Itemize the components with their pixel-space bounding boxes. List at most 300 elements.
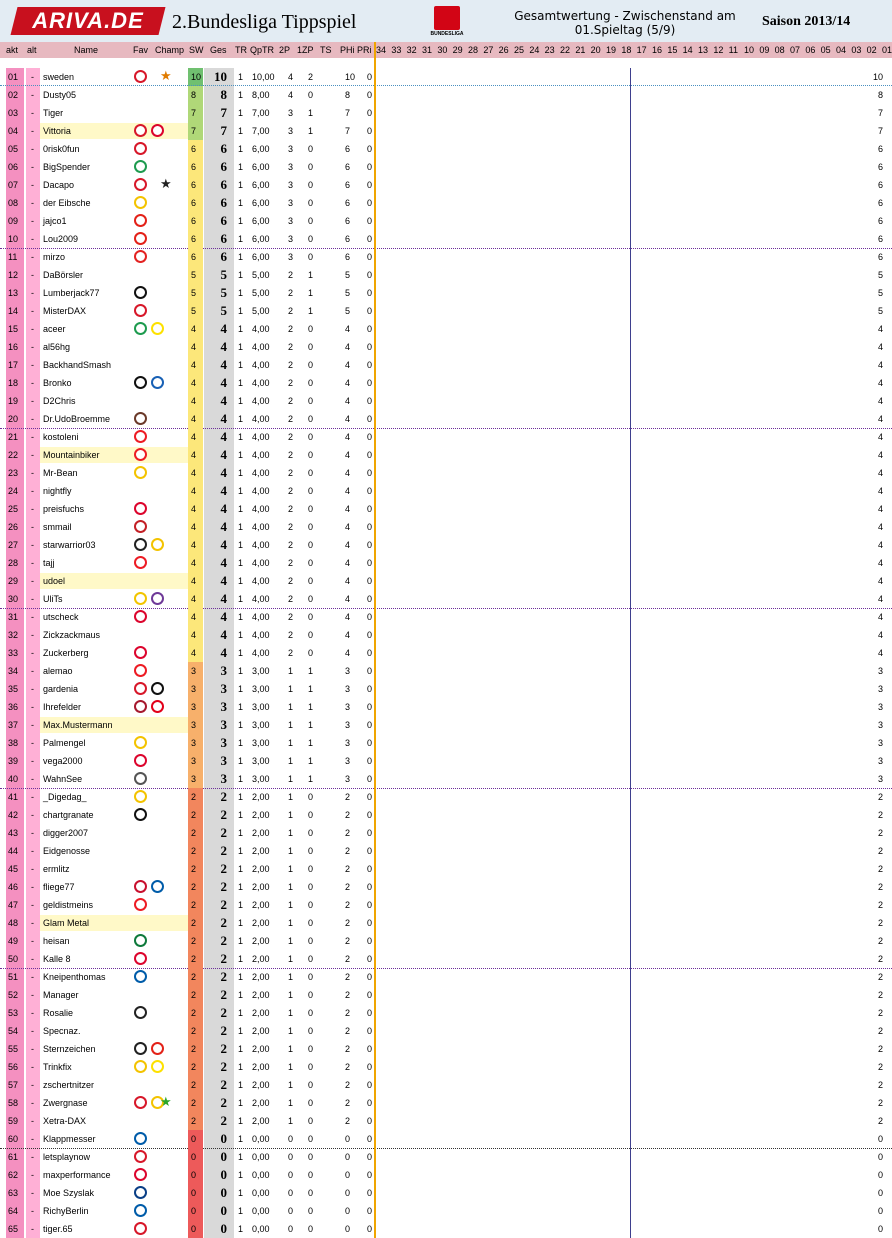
one-zp-value: 0	[308, 360, 314, 370]
player-name[interactable]: gardenia	[43, 684, 79, 694]
player-name[interactable]: geldistmeins	[43, 900, 94, 910]
table-row[interactable]	[0, 788, 892, 806]
col-alt[interactable]: alt	[27, 45, 37, 55]
player-name[interactable]: udoel	[43, 576, 66, 586]
qptr-value: 0,00	[252, 1134, 270, 1144]
col-round-07[interactable]: 07	[790, 45, 801, 55]
dynamo-club-icon	[134, 1060, 147, 1073]
player-name[interactable]: BigSpender	[43, 162, 91, 172]
table-row[interactable]	[0, 698, 892, 716]
table-row[interactable]	[0, 410, 892, 428]
col-round-20[interactable]: 20	[590, 45, 601, 55]
player-name[interactable]: tajj	[43, 558, 55, 568]
col-round-23[interactable]: 23	[544, 45, 555, 55]
player-name[interactable]: Tiger	[43, 108, 64, 118]
rank-cell: 31	[8, 612, 19, 622]
table-row[interactable]	[0, 752, 892, 770]
tr-value: 1	[238, 522, 244, 532]
table-row[interactable]	[0, 590, 892, 608]
one-zp-value: 0	[308, 648, 314, 658]
col-round-14[interactable]: 14	[682, 45, 693, 55]
col-ts[interactable]: TS	[320, 45, 332, 55]
vfb-club-icon	[134, 214, 147, 227]
player-name[interactable]: starwarrior03	[43, 540, 96, 550]
col-round-30[interactable]: 30	[437, 45, 448, 55]
qptr-value: 2,00	[252, 990, 270, 1000]
hertha-club-icon	[151, 880, 164, 893]
table-row[interactable]	[0, 392, 892, 410]
col-round-25[interactable]: 25	[514, 45, 525, 55]
rank-cell: 47	[8, 900, 19, 910]
table-row[interactable]	[0, 1112, 892, 1130]
phi-value: 4	[345, 468, 351, 478]
table-row[interactable]	[0, 140, 892, 158]
col-round-22[interactable]: 22	[560, 45, 571, 55]
qptr-value: 2,00	[252, 1116, 270, 1126]
player-name[interactable]: Xetra-DAX	[43, 1116, 87, 1126]
red-club-icon	[134, 142, 147, 155]
table-row[interactable]	[0, 284, 892, 302]
col-round-16[interactable]: 16	[652, 45, 663, 55]
pri-value: 0	[367, 1098, 373, 1108]
table-row[interactable]	[0, 212, 892, 230]
round-01-value: 0	[877, 1134, 883, 1144]
col-ges[interactable]: Ges	[210, 45, 227, 55]
table-row[interactable]	[0, 1040, 892, 1058]
col-round-02[interactable]: 02	[866, 45, 877, 55]
col-1zp[interactable]: 1ZP	[297, 45, 314, 55]
table-row[interactable]	[0, 644, 892, 662]
sw-value: 0	[191, 1134, 197, 1144]
player-name[interactable]: mirzo	[43, 252, 65, 262]
player-name[interactable]: kostoleni	[43, 432, 79, 442]
col-round-03[interactable]: 03	[851, 45, 862, 55]
col-2p[interactable]: 2P	[279, 45, 291, 55]
player-name[interactable]: Moe Szyslak	[43, 1188, 95, 1198]
two-points-value: 0	[288, 1134, 294, 1144]
sw-value: 6	[191, 198, 197, 208]
tr-value: 1	[238, 792, 244, 802]
player-name[interactable]: ermlitz	[43, 864, 70, 874]
table-row[interactable]	[0, 986, 892, 1004]
col-round-11[interactable]: 11	[728, 45, 738, 55]
sw-value: 2	[191, 1026, 197, 1036]
player-name[interactable]: Bronko	[43, 378, 72, 388]
player-name[interactable]: RichyBerlin	[43, 1206, 89, 1216]
one-zp-value: 0	[308, 180, 314, 190]
one-zp-value: 0	[308, 1080, 314, 1090]
table-row[interactable]	[0, 680, 892, 698]
player-name[interactable]: fliege77	[43, 882, 75, 892]
player-name[interactable]: Rosalie	[43, 1008, 74, 1018]
player-name[interactable]: Mountainbiker	[43, 450, 100, 460]
table-row[interactable]	[0, 464, 892, 482]
hannover-club-icon	[134, 700, 147, 713]
tr-value: 1	[238, 666, 244, 676]
player-name[interactable]: letsplaynow	[43, 1152, 91, 1162]
table-row[interactable]	[0, 1004, 892, 1022]
pri-value: 0	[367, 432, 373, 442]
two-points-value: 1	[288, 882, 294, 892]
pri-value: 0	[367, 1116, 373, 1126]
table-row[interactable]	[0, 1220, 892, 1238]
player-name[interactable]: Dr.UdoBroemme	[43, 414, 111, 424]
tr-value: 1	[238, 1152, 244, 1162]
prev-rank-cell: -	[31, 684, 34, 694]
col-round-15[interactable]: 15	[667, 45, 678, 55]
player-name[interactable]: UliTs	[43, 594, 63, 604]
col-round-01[interactable]: 01	[882, 45, 892, 55]
col-round-28[interactable]: 28	[468, 45, 479, 55]
bundesliga-logo-text: BUNDESLIGA	[430, 31, 464, 37]
table-row[interactable]	[0, 1094, 892, 1112]
player-name[interactable]: Ihrefelder	[43, 702, 82, 712]
phi-value: 4	[345, 576, 351, 586]
col-round-04[interactable]: 04	[836, 45, 847, 55]
total-points: 4	[220, 483, 227, 498]
player-name[interactable]: der Eibsche	[43, 198, 91, 208]
tr-value: 1	[238, 702, 244, 712]
col-round-19[interactable]: 19	[606, 45, 617, 55]
table-row[interactable]	[0, 230, 892, 248]
dynamo-club-icon	[134, 466, 147, 479]
sw-value: 4	[191, 342, 197, 352]
rank-cell: 41	[8, 792, 19, 802]
qptr-value: 6,00	[252, 180, 270, 190]
table-row[interactable]	[0, 1166, 892, 1184]
player-name[interactable]: Kalle 8	[43, 954, 71, 964]
round-01-value: 6	[877, 198, 883, 208]
table-row[interactable]	[0, 356, 892, 374]
table-row[interactable]	[0, 842, 892, 860]
table-row[interactable]	[0, 104, 892, 122]
player-name[interactable]: heisan	[43, 936, 70, 946]
qptr-value: 3,00	[252, 684, 270, 694]
round-01-value: 2	[877, 1116, 883, 1126]
player-name[interactable]: D2Chris	[43, 396, 76, 406]
col-round-29[interactable]: 29	[452, 45, 463, 55]
sw-value: 4	[191, 450, 197, 460]
table-row[interactable]	[0, 1130, 892, 1148]
rank-cell: 25	[8, 504, 19, 514]
prev-rank-cell: -	[31, 72, 34, 82]
player-name[interactable]: Klappmesser	[43, 1134, 96, 1144]
col-round-24[interactable]: 24	[529, 45, 540, 55]
table-row[interactable]	[0, 158, 892, 176]
table-row[interactable]	[0, 1202, 892, 1220]
player-name[interactable]: aceer	[43, 324, 66, 334]
player-name[interactable]: maxperformance	[43, 1170, 111, 1180]
table-row[interactable]	[0, 518, 892, 536]
col-round-34[interactable]: 34	[376, 45, 387, 55]
qptr-value: 2,00	[252, 936, 270, 946]
sw-value: 3	[191, 738, 197, 748]
player-name[interactable]: Specnaz.	[43, 1026, 81, 1036]
table-row[interactable]	[0, 374, 892, 392]
player-name[interactable]: WahnSee	[43, 774, 83, 784]
table-row[interactable]	[0, 536, 892, 554]
one-zp-value: 0	[308, 396, 314, 406]
player-name[interactable]: Trinkfix	[43, 1062, 72, 1072]
rank-cell: 65	[8, 1224, 19, 1234]
one-zp-value: 0	[308, 324, 314, 334]
col-round-32[interactable]: 32	[406, 45, 417, 55]
player-name[interactable]: Sternzeichen	[43, 1044, 96, 1054]
player-name[interactable]: Dacapo	[43, 180, 75, 190]
prev-rank-cell: -	[31, 972, 34, 982]
table-row[interactable]	[0, 194, 892, 212]
two-points-value: 2	[288, 378, 294, 388]
col-akt[interactable]: akt	[6, 45, 19, 55]
prev-rank-cell: -	[31, 810, 34, 820]
phi-value: 3	[345, 738, 351, 748]
player-name[interactable]: vega2000	[43, 756, 83, 766]
table-row[interactable]	[0, 554, 892, 572]
player-name[interactable]: Dusty05	[43, 90, 77, 100]
one-zp-value: 0	[308, 612, 314, 622]
player-name[interactable]: sweden	[43, 72, 75, 82]
pri-value: 0	[367, 288, 373, 298]
col-name[interactable]: Name	[74, 45, 99, 55]
player-name[interactable]: Vittoria	[43, 126, 71, 136]
col-round-08[interactable]: 08	[774, 45, 785, 55]
table-row[interactable]	[0, 1058, 892, 1076]
total-points: 6	[220, 159, 227, 174]
col-round-10[interactable]: 10	[744, 45, 755, 55]
one-zp-value: 1	[308, 288, 314, 298]
table-row[interactable]	[0, 1076, 892, 1094]
pri-value: 0	[367, 540, 373, 550]
round-01-value: 4	[877, 396, 883, 406]
col-phi[interactable]: PHi	[340, 45, 355, 55]
player-name[interactable]: Mr-Bean	[43, 468, 78, 478]
pri-value: 0	[367, 486, 373, 496]
prev-rank-cell: -	[31, 1170, 34, 1180]
sw-value: 3	[191, 756, 197, 766]
pri-value: 0	[367, 648, 373, 658]
table-row[interactable]	[0, 320, 892, 338]
player-name[interactable]: Eidgenosse	[43, 846, 91, 856]
pri-value: 0	[367, 324, 373, 334]
table-row[interactable]	[0, 968, 892, 986]
table-row[interactable]	[0, 248, 892, 266]
player-name[interactable]: al56hg	[43, 342, 71, 352]
player-name[interactable]: preisfuchs	[43, 504, 85, 514]
total-points: 2	[220, 1113, 227, 1128]
table-row[interactable]	[0, 662, 892, 680]
rank-cell: 48	[8, 918, 19, 928]
player-name[interactable]: digger2007	[43, 828, 89, 838]
one-zp-value: 0	[308, 594, 314, 604]
table-row[interactable]	[0, 572, 892, 590]
one-zp-value: 0	[308, 432, 314, 442]
col-round-21[interactable]: 21	[575, 45, 586, 55]
total-points: 4	[220, 501, 227, 516]
player-name[interactable]: Lumberjack77	[43, 288, 100, 298]
col-tr[interactable]: TR	[235, 45, 247, 55]
player-name[interactable]: utscheck	[43, 612, 79, 622]
rank-cell: 57	[8, 1080, 19, 1090]
ariva-logo[interactable]	[11, 7, 166, 35]
player-name[interactable]: Manager	[43, 990, 79, 1000]
phi-value: 4	[345, 558, 351, 568]
col-round-31[interactable]: 31	[422, 45, 433, 55]
table-row[interactable]	[0, 770, 892, 788]
qptr-value: 6,00	[252, 144, 270, 154]
phi-value: 3	[345, 684, 351, 694]
table-row[interactable]	[0, 446, 892, 464]
round-01-value: 2	[877, 918, 883, 928]
two-points-value: 4	[288, 90, 294, 100]
pri-value: 0	[367, 864, 373, 874]
prev-rank-cell: -	[31, 630, 34, 640]
player-name[interactable]: Zickzackmaus	[43, 630, 101, 640]
one-zp-value: 0	[308, 234, 314, 244]
player-name[interactable]: MisterDAX	[43, 306, 87, 316]
total-points: 4	[220, 411, 227, 426]
col-round-18[interactable]: 18	[621, 45, 632, 55]
round-01-value: 2	[877, 1008, 883, 1018]
player-name[interactable]: chartgranate	[43, 810, 94, 820]
player-name[interactable]: jajco1	[43, 216, 67, 226]
player-name[interactable]: smmail	[43, 522, 72, 532]
sw-value: 8	[191, 90, 197, 100]
sw-value: 0	[191, 1188, 197, 1198]
table-row[interactable]	[0, 932, 892, 950]
week-divider-line	[630, 68, 631, 1238]
sw-value: 2	[191, 1080, 197, 1090]
round-01-value: 2	[877, 1080, 883, 1090]
round-01-value: 6	[877, 216, 883, 226]
player-name[interactable]: Glam Metal	[43, 918, 90, 928]
tr-value: 1	[238, 504, 244, 514]
player-name[interactable]: Palmengel	[43, 738, 86, 748]
phi-value: 2	[345, 810, 351, 820]
table-row[interactable]	[0, 608, 892, 626]
col-round-17[interactable]: 17	[636, 45, 647, 55]
col-qptr[interactable]: QpTR	[250, 45, 275, 55]
pri-value: 0	[367, 576, 373, 586]
tr-value: 1	[238, 198, 244, 208]
rank-cell: 42	[8, 810, 19, 820]
rank-cell: 54	[8, 1026, 19, 1036]
table-row[interactable]	[0, 428, 892, 446]
table-row[interactable]	[0, 1184, 892, 1202]
player-name[interactable]: _Digedag_	[43, 792, 87, 802]
phi-value: 6	[345, 198, 351, 208]
table-row[interactable]	[0, 878, 892, 896]
total-points: 0	[220, 1149, 227, 1164]
table-row[interactable]	[0, 302, 892, 320]
one-zp-value: 0	[308, 216, 314, 226]
player-name[interactable]: Zuckerberg	[43, 648, 89, 658]
tr-value: 1	[238, 576, 244, 586]
player-name[interactable]: Kneipenthomas	[43, 972, 106, 982]
col-pri[interactable]: PRi	[357, 45, 372, 55]
player-name[interactable]: DaBörsler	[43, 270, 84, 280]
table-row[interactable]	[0, 824, 892, 842]
col-round-33[interactable]: 33	[391, 45, 402, 55]
table-row[interactable]	[0, 896, 892, 914]
col-champ[interactable]: Champ	[155, 45, 185, 55]
two-points-value: 1	[288, 1008, 294, 1018]
phi-value: 3	[345, 756, 351, 766]
table-row[interactable]	[0, 500, 892, 518]
tr-value: 1	[238, 630, 244, 640]
col-round-13[interactable]: 13	[698, 45, 709, 55]
pri-value: 0	[367, 450, 373, 460]
col-round-26[interactable]: 26	[498, 45, 509, 55]
table-row[interactable]	[0, 482, 892, 500]
table-row[interactable]	[0, 734, 892, 752]
qptr-value: 3,00	[252, 702, 270, 712]
tr-value: 1	[238, 1116, 244, 1126]
phi-value: 8	[345, 90, 351, 100]
col-round-09[interactable]: 09	[759, 45, 770, 55]
table-row[interactable]	[0, 176, 892, 194]
prev-rank-cell: -	[31, 936, 34, 946]
player-name[interactable]: Lou2009	[43, 234, 79, 244]
table-row[interactable]	[0, 914, 892, 932]
qptr-value: 0,00	[252, 1152, 270, 1162]
stpauli-club-icon	[134, 412, 147, 425]
table-row[interactable]	[0, 68, 892, 86]
round-01-value: 2	[877, 1098, 883, 1108]
player-name[interactable]: BackhandSmash	[43, 360, 112, 370]
table-row[interactable]	[0, 1022, 892, 1040]
table-row[interactable]	[0, 338, 892, 356]
col-fav[interactable]: Fav	[133, 45, 149, 55]
col-round-05[interactable]: 05	[820, 45, 831, 55]
table-row[interactable]	[0, 716, 892, 734]
col-sw[interactable]: SW	[189, 45, 204, 55]
total-points: 10	[214, 69, 227, 84]
bayern-club-icon	[134, 610, 147, 623]
table-row[interactable]	[0, 806, 892, 824]
total-points: 4	[220, 609, 227, 624]
player-name[interactable]: tiger.65	[43, 1224, 73, 1234]
player-name[interactable]: 0risk0fun	[43, 144, 80, 154]
player-name[interactable]: alemao	[43, 666, 73, 676]
prev-rank-cell: -	[31, 594, 34, 604]
tr-value: 1	[238, 972, 244, 982]
phi-value: 3	[345, 702, 351, 712]
table-row[interactable]	[0, 860, 892, 878]
player-name[interactable]: Zwergnase	[43, 1098, 88, 1108]
prev-rank-cell: -	[31, 612, 34, 622]
table-row[interactable]	[0, 266, 892, 284]
table-row[interactable]	[0, 950, 892, 968]
col-round-06[interactable]: 06	[805, 45, 816, 55]
table-row[interactable]	[0, 86, 892, 104]
qptr-value: 2,00	[252, 1008, 270, 1018]
total-points: 6	[220, 141, 227, 156]
table-row[interactable]	[0, 122, 892, 140]
rank-cell: 35	[8, 684, 19, 694]
col-round-27[interactable]: 27	[483, 45, 494, 55]
tr-value: 1	[238, 180, 244, 190]
qptr-value: 4,00	[252, 612, 270, 622]
phi-value: 2	[345, 936, 351, 946]
player-name[interactable]: zschertnitzer	[43, 1080, 95, 1090]
table-row[interactable]	[0, 626, 892, 644]
table-row[interactable]	[0, 1148, 892, 1166]
col-round-12[interactable]: 12	[713, 45, 724, 55]
player-name[interactable]: Max.Mustermann	[43, 720, 113, 730]
sw-value: 7	[191, 126, 197, 136]
player-name[interactable]: nightfly	[43, 486, 72, 496]
pri-value: 0	[367, 738, 373, 748]
